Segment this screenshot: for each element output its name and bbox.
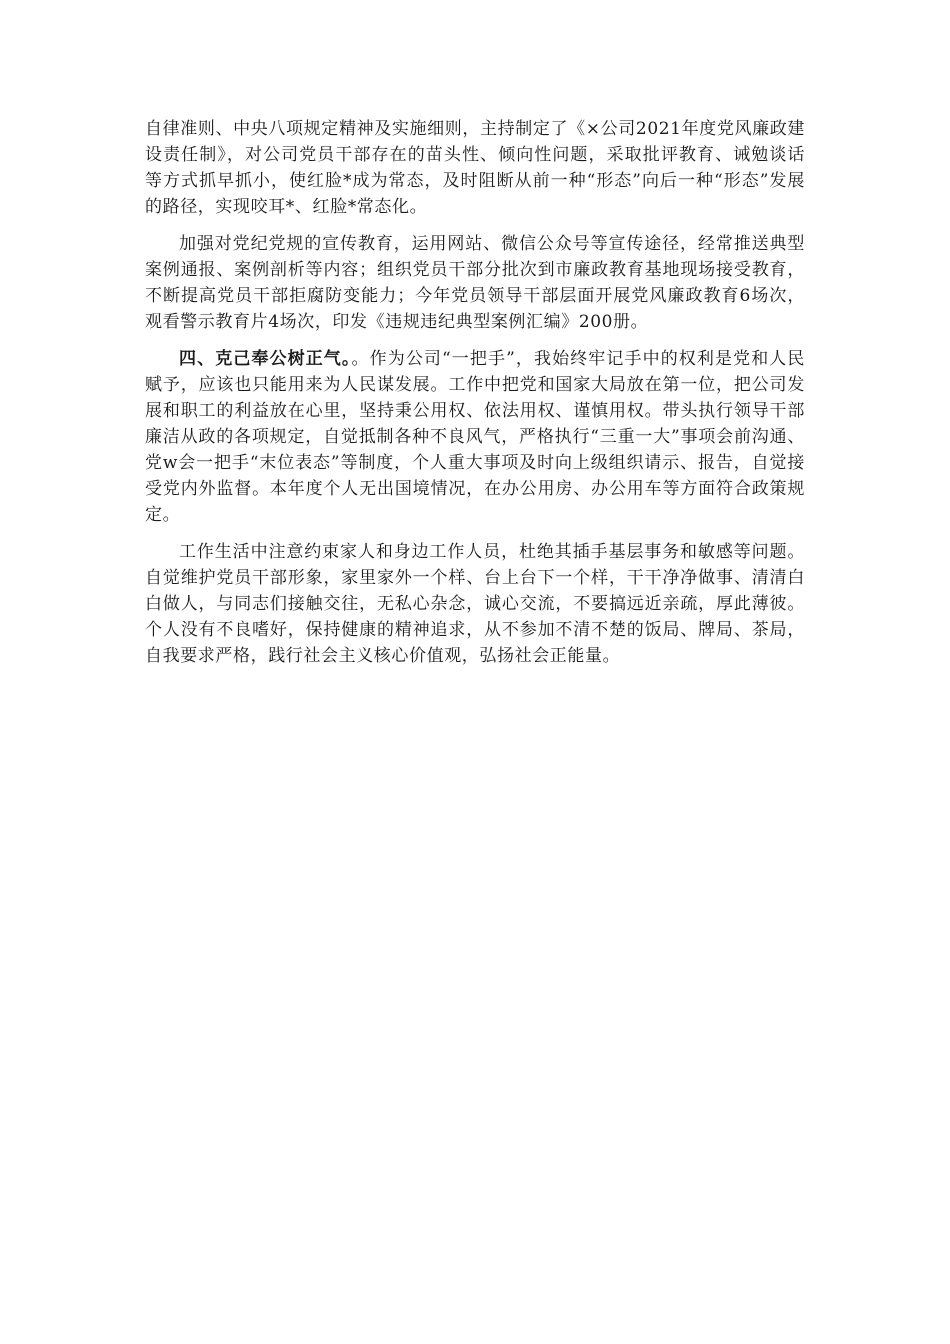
- section-heading: 四、克己奉公树正气。: [179, 349, 352, 369]
- paragraph-text: 工作生活中注意约束家人和身边工作人员，杜绝其插手基层事务和敏感等问题。自觉维护党员干部形象，家里家外一个样、台上台下一个样，干干净净做事、清清白白做人，与同志们接触交往，无私心杂念，诚心交流，不要搞远近亲疏，厚此薄彼。个人没有不良嗜好，保持健康的精神追求，从不参加不清不楚的饭局、牌局、茶局，自我要求严格，践行社会主义核心价值观，弘扬社会正能量。: [145, 542, 805, 666]
- paragraph-text: 。作为公司“一把手”，我始终牢记手中的权利是党和人民赋予，应该也只能用来为人民谋发展。工作中把党和国家大局放在第一位，把公司发展和职工的利益放在心里，坚持秉公用权、依法用权、谨慎用权。带头执行领导干部廉洁从政的各项规定，自觉抵制各种不良风气，严格执行“三重一大”事项会前沟通、党w会一把手“末位表态”等制度，个人重大事项及时向上级组织请示、报告，自觉接受党内外监督。本年度个人无出国境情况，在办公用房、办公用车等方面符合政策规定。: [145, 349, 806, 525]
- paragraph-text: 加强对党纪党规的宣传教育，运用网站、微信公众号等宣传途径，经常推送典型案例通报、案例剖析等内容；组织党员干部分批次到市廉政教育基地现场接受教育，不断提高党员干部拒腐防变能力；今年党员领导干部层面开展党风廉政教育6场次，观看警示教育片4场次，印发《违规违纪典型案例汇编》200册。: [145, 234, 805, 332]
- paragraph-section-four: [145, 346, 805, 528]
- paragraph-conduct: [145, 539, 805, 669]
- paragraph-education: [145, 231, 805, 335]
- paragraph-text: 自律准则、中央八项规定精神及实施细则，主持制定了《×公司2021年度党风廉政建设责任制》，对公司党员干部存在的苗头性、倾向性问题，采取批评教育、诫勉谈话等方式抓早抓小，使红脸*成为常态，及时阻断从前一种“形态”向后一种“形态”发展的路径，实现咬耳*、红脸*常态化。: [145, 119, 805, 217]
- paragraph-continuation: [145, 116, 805, 220]
- document-page: [145, 116, 805, 680]
